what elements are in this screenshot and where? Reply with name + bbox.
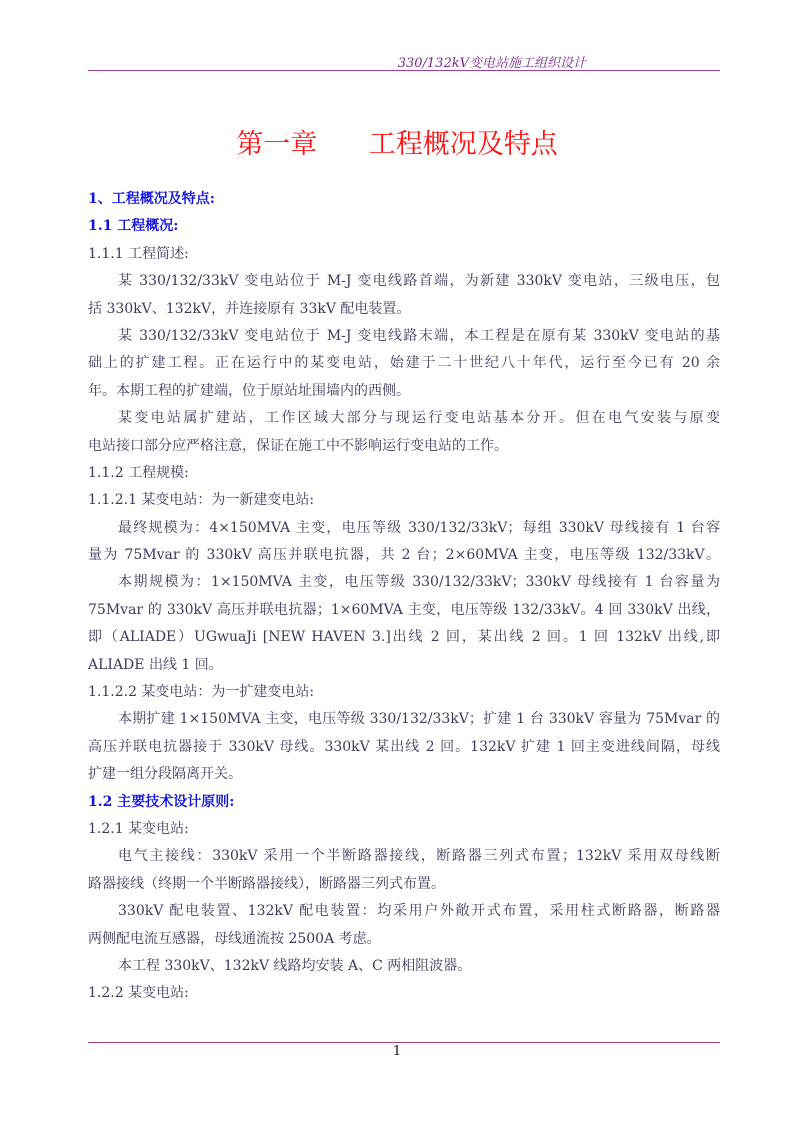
section-heading: 1.1 工程概况: (88, 218, 179, 235)
text-line: 1.1.1 工程简述: (88, 245, 189, 262)
page-header (88, 52, 720, 71)
text-line: 路器接线（终期一个半断路器接线），断路器三列式布置。 (88, 875, 445, 892)
text-line: 1.2.1 某变电站: (88, 820, 189, 837)
document-body (88, 186, 720, 1008)
text-line: 量为 75Mvar 的 330kV 高压并联电抗器，共 2 台；2×60MVA 主变，电压等级 132/33kV。 (88, 547, 720, 564)
text-line: 330kV 配电装置、132kV 配电装置：均采用户外敞开式布置，采用柱式断路器，断路器 (118, 903, 720, 920)
footer-rule (88, 1042, 720, 1043)
text-line: 最终规模为：4×150MVA 主变，电压等级 330/132/33kV；每组 330kV 母线接有 1 台容 (118, 519, 720, 536)
section-heading: 1.2 主要技术设计原则: (88, 793, 235, 810)
chapter-title: 第一章 工程概况及特点 (236, 129, 558, 160)
text-line: 本期规模为：1×150MVA 主变，电压等级 330/132/33kV；330kV 母线接有 1 台容量为 (118, 574, 720, 591)
text-line: 年。本期工程的扩建端，位于原站址围墙内的西侧。 (88, 382, 410, 399)
text-line: 即（ALIADE）UGwuaJi [NEW HAVEN 3.]出线 2 回，某出线 2 回。1 回 132kV 出线,即 (88, 629, 720, 646)
text-line: 本期扩建 1×150MVA 主变，电压等级 330/132/33kV；扩建 1 台 330kV 容量为 75Mvar 的 (118, 711, 720, 728)
text-line: 两侧配电流互感器，母线通流按 2500A 考虑。 (88, 930, 381, 947)
text-line: 1.1.2 工程规模: (88, 464, 189, 481)
running-title: 330/132kV变电站施工组织设计 (397, 56, 586, 71)
text-line: 1.2.2 某变电站: (88, 985, 189, 1002)
text-line: 础上的扩建工程。正在运行中的某变电站，始建于二十世纪八十年代，运行至今已有 20 余 (88, 355, 720, 372)
text-line: 高压并联电抗器接于 330kV 母线。330kV 某出线 2 回。132kV 扩建 1 回主变进线间隔，母线 (88, 738, 720, 755)
text-line: 1.1.2.1 某变电站：为一新建变电站: (88, 492, 315, 509)
text-line: 电气主接线：330kV 采用一个半断路器接线，断路器三列式布置；132kV 采用双母线断 (118, 848, 720, 865)
text-line: 某变电站属扩建站，工作区域大部分与现运行变电站基本分开。但在电气安装与原变 (118, 410, 720, 427)
text-line: 电站接口部分应严格注意，保证在施工中不影响运行变电站的工作。 (88, 437, 508, 454)
text-line: 某 330/132/33kV 变电站位于 M-J 变电线路末端，本工程是在原有某 330kV 变电站的基 (118, 327, 720, 344)
text-line: 括 330kV、132kV，并连接原有 33kV 配电装置。 (88, 300, 411, 317)
section-heading: 1、工程概况及特点: (88, 191, 215, 207)
text-line: 1.1.2.2 某变电站：为一扩建变电站: (88, 684, 315, 701)
text-line: 扩建一组分段隔离开关。 (88, 766, 242, 783)
text-line: 本工程 330kV、132kV 线路均安装 A、C 两相阻波器。 (118, 957, 472, 974)
text-line: 某 330/132/33kV 变电站位于 M-J 变电线路首端，为新建 330kV 变电站，三级电压，包 (118, 273, 720, 290)
text-line: ALIADE 出线 1 回。 (88, 656, 223, 673)
text-line: 75Mvar 的 330kV 高压并联电抗器；1×60MVA 主变，电压等级 132/33kV。4 回 330kV 出线， (88, 601, 720, 618)
page-number: 1 (392, 1044, 402, 1059)
